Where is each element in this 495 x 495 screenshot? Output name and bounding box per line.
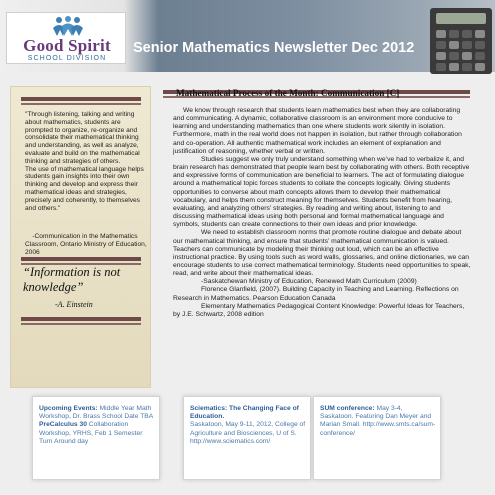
divider	[21, 257, 141, 261]
quote-source: -Communication in the Mathematics Classroom, Ontario Ministry of Education, 2006	[25, 233, 149, 256]
paragraph: Studies suggest we only truly understand something when we’ve had to verbalize it, and brain research has demonstrated that people learn best by collaborating with others. Both receptive and expressive forms of communication are beneficial to learners. The act of formulating dialogue around a mathematical topic forces students to collate the concepts logically. Giving students opportunities to converse about math concepts allows them to develop their mathematical vocabulary, and helps them construct meaning for themselves. Students benefit from hearing, evaluating, and analyzing others’ strategies. By reading and writing about, listening to and discussing mathematical ideas using both personal and formal mathematical language and symbols, students can create connections to their own ideas and prior knowledge.	[173, 155, 470, 229]
logo-subtitle: SCHOOL DIVISION	[27, 55, 107, 62]
box-heading: Upcoming Events:	[39, 405, 98, 412]
sum-conference-box	[313, 396, 441, 480]
upcoming-events-box	[32, 396, 160, 480]
article-body	[173, 107, 472, 319]
paragraph: We need to establish classroom norms that promote routine dialogue and debate about our mathematical thinking, and ensure that students’ mathematical communication is valued. Teachers can communicate by modeling their thinking out loud, which can be an effective instructional practice. By using tools such as word walls, glossaries, and online dictionaries, we can encourage students to use correct mathematical terminology. Students need opportunities to speak, read, and write about their mathematical ideas.	[173, 229, 471, 278]
divider	[21, 103, 141, 105]
box-heading: Sciematics: The Changing Face of Education.	[190, 405, 299, 421]
divider	[21, 317, 141, 321]
newsletter-title: Senior Mathematics Newsletter Dec 2012	[133, 40, 415, 56]
divider	[21, 97, 141, 101]
box-heading: PreCalculus 30	[39, 421, 87, 429]
header-banner	[0, 0, 495, 72]
box-heading: SUM conference:	[320, 405, 375, 412]
article-title: Mathematical Process of the Month: Communication [C]	[176, 88, 400, 98]
logo-name: Good Spirit	[23, 36, 111, 55]
quote-text: "Through listening, talking and writing about mathematics, students are prompted to organize, re-organize and consolidate their mathematical thinking and understanding, as well as analyze, evaluate and build on the mathematical thinking and strategies of others. The use of mathematical language helps students gain insights into their own thinking and develop and express their mathematical ideas and strategies, precisely and coherently, to themselves and others."	[25, 111, 144, 212]
quote-sidebar	[10, 86, 151, 388]
reference: Florence Glanfield, (2007). Building Capacity in Teaching and Learning. Reflections on Research in Mathematics. Pearson Education Canada	[173, 286, 459, 302]
box-text: May 3-4, Saskatoon. Featuring Dan Meyer and Marian Small. http://www.smts.ca/sum-conference/	[320, 405, 436, 437]
einstein-quote: “Information is not knowledge”	[23, 265, 121, 294]
calculator-image	[430, 8, 492, 74]
sciematics-box	[183, 396, 311, 480]
box-text: Middle Year Math Workshop, Dr. Brass School Date TBA	[39, 405, 154, 421]
divider	[21, 323, 141, 325]
box-text: Saskatoon, May 9-11, 2012, College of Agriculture and Biosciences, U of S. http://www.sciematics.com/	[190, 421, 306, 445]
reference: Elementary Mathematics Pedagogical Content Knowledge: Powerful Ideas for Teachers, by J.E. Schwartz, 2008 edition	[173, 302, 465, 318]
einstein-source: -A. Einstein	[55, 300, 93, 309]
people-logo-icon	[51, 16, 85, 38]
paragraph: We know through research that students learn mathematics best when they are collaborating and communicating. A dynamic, collaborative classroom is an environment more conducive to learning and understanding mathematics than one where students work silently in isolation. Furthermore, math in the real world does not happen in isolation, but rather through collaboration and co-operation. All authentic mathematical work includes an element of explanation and justification of reasoning, whether verbal or written.	[173, 107, 462, 155]
communication-quote	[25, 111, 145, 212]
box-text: Collaboration Workshop, YRHS, Feb 1 Semester Turn Around day	[39, 421, 143, 445]
reference: -Saskatchewan Ministry of Education, Renewed Math Curriculum (2009)	[201, 278, 417, 286]
school-logo	[6, 12, 126, 64]
